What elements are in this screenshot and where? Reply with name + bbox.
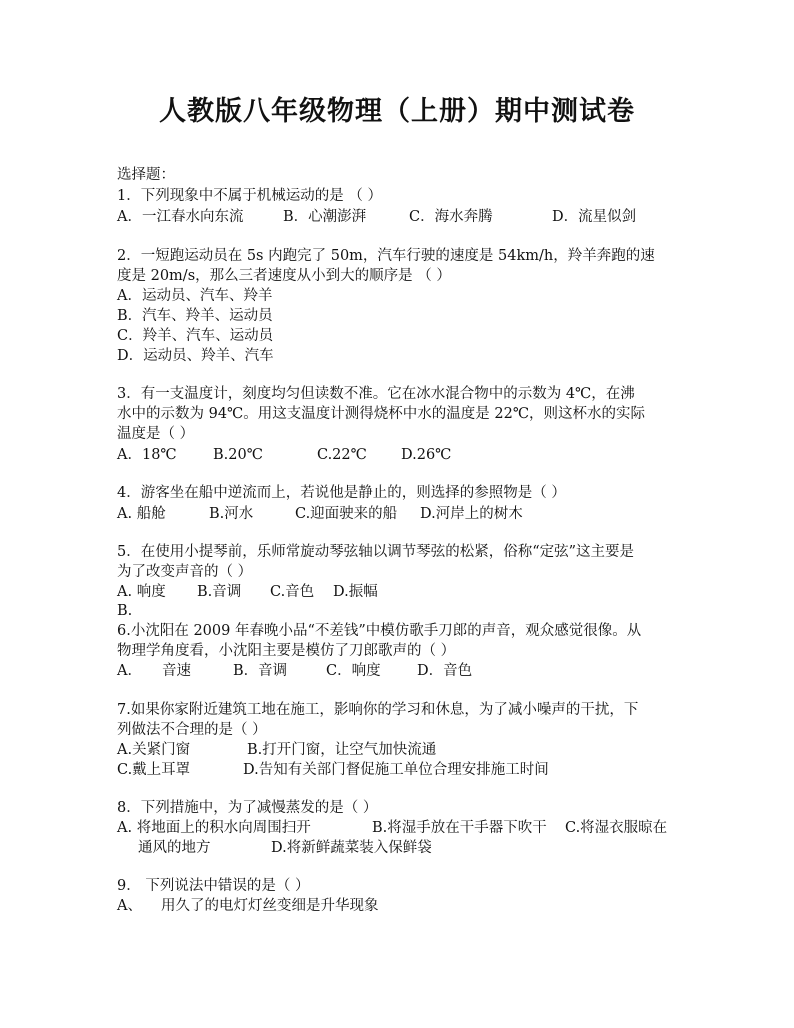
option-a: A. 船舱 (117, 506, 166, 522)
question-9-stem: 9． 下列说法中错误的是（ ） (117, 878, 310, 894)
option-a: A. 将地面上的积水向周围扫开 (117, 820, 311, 836)
option-a-text: 用久了的电灯灯丝变细是升华现象 (161, 898, 379, 914)
option-d: D．流星似剑 (552, 209, 637, 225)
question-2-option-b: B．汽车、羚羊、运动员 (117, 308, 273, 324)
option-b: B.音调 (197, 584, 242, 600)
option-b: B．心潮澎湃 (283, 209, 367, 225)
option-b: B.将湿手放在干手器下吹干 (372, 820, 547, 836)
option-c: C.音色 (270, 584, 315, 600)
option-d: D.振幅 (333, 584, 378, 600)
option-c: C.迎面驶来的船 (295, 506, 398, 522)
option-d: D.26℃ (401, 447, 452, 463)
option-b: B.河水 (209, 506, 254, 522)
question-2-option-c: C．羚羊、汽车、运动员 (117, 328, 274, 344)
question-6-stem-line-1: 6.小沈阳在 2009 年春晚小品“不差钱”中模仿歌手刀郎的声音，观众感觉很像。从 (117, 623, 642, 639)
question-8-stem: 8．下列措施中，为了减慢蒸发的是（ ） (117, 800, 378, 816)
question-7-stem-line-2: 列做法不合理的是（ ） (117, 722, 267, 738)
option-c: C.戴上耳罩 (117, 762, 191, 778)
question-5-stem-line-2: 为了改变声音的（ ） (117, 564, 253, 580)
option-b: B.20℃ (213, 447, 263, 463)
option-d: D.将新鲜蔬菜装入保鲜袋 (271, 840, 432, 856)
question-5-stem-line-1: 5．在使用小提琴前，乐师常旋动琴弦轴以调节琴弦的松紧，俗称“定弦”这主要是 (117, 544, 635, 560)
question-2-option-a: A．运动员、汽车、羚羊 (117, 288, 273, 304)
option-c: C.将湿衣服晾在 (565, 820, 668, 836)
option-a: A. 响度 (117, 584, 166, 600)
question-6-stem-line-2: 物理学角度看，小沈阳主要是模仿了刀郎歌声的（ ） (117, 643, 456, 659)
option-c: C．海水奔腾 (409, 209, 493, 225)
option-a: A、 (117, 898, 142, 914)
stray-option-label: B. (117, 603, 133, 619)
option-a: A．18℃ (117, 447, 177, 463)
option-c: C.22℃ (317, 447, 367, 463)
option-d: D．音色 (417, 663, 473, 679)
option-b: B．音调 (233, 663, 288, 679)
option-d: D.河岸上的树木 (420, 506, 523, 522)
question-7-stem-line-1: 7.如果你家附近建筑工地在施工，影响你的学习和休息，为了减小噪声的干扰，下 (117, 702, 639, 718)
question-4-stem: 4．游客坐在船中逆流而上，若说他是静止的，则选择的参照物是（ ） (117, 485, 566, 501)
option-c: C．响度 (326, 663, 381, 679)
question-2-stem-line-2: 度是 20m/s，那么三者速度从小到大的顺序是 （ ） (117, 268, 451, 284)
question-2-option-d: D．运动员、羚羊、汽车 (117, 348, 274, 364)
option-a: A． (117, 663, 142, 679)
question-2-stem-line-1: 2．一短跑运动员在 5s 内跑完了 50m，汽车行驶的速度是 54km/h，羚羊奔跑的速 (117, 248, 655, 264)
option-b: B.打开门窗，让空气加快流通 (247, 742, 437, 758)
section-heading: 选择题： (117, 167, 175, 183)
question-1-stem: 1．下列现象中不属于机械运动的是 （ ） (117, 188, 382, 204)
option-c-continued: 通风的地方 (138, 840, 211, 856)
option-d: D.告知有关部门督促施工单位合理安排施工时间 (243, 762, 549, 778)
question-3-stem-line-3: 温度是（ ） (117, 426, 195, 442)
option-a-text: 音速 (162, 663, 191, 679)
page-title: 人教版八年级物理（上册）期中测试卷 (159, 96, 635, 127)
question-3-stem-line-2: 水中的示数为 94℃。用这支温度计测得烧杯中水的温度是 22℃，则这杯水的实际 (117, 406, 646, 422)
question-3-stem-line-1: 3．有一支温度计，刻度均匀但读数不准。它在冰水混合物中的示数为 4℃，在沸 (117, 386, 635, 402)
option-a: A．一江春水向东流 (117, 209, 244, 225)
option-a: A.关紧门窗 (117, 742, 191, 758)
